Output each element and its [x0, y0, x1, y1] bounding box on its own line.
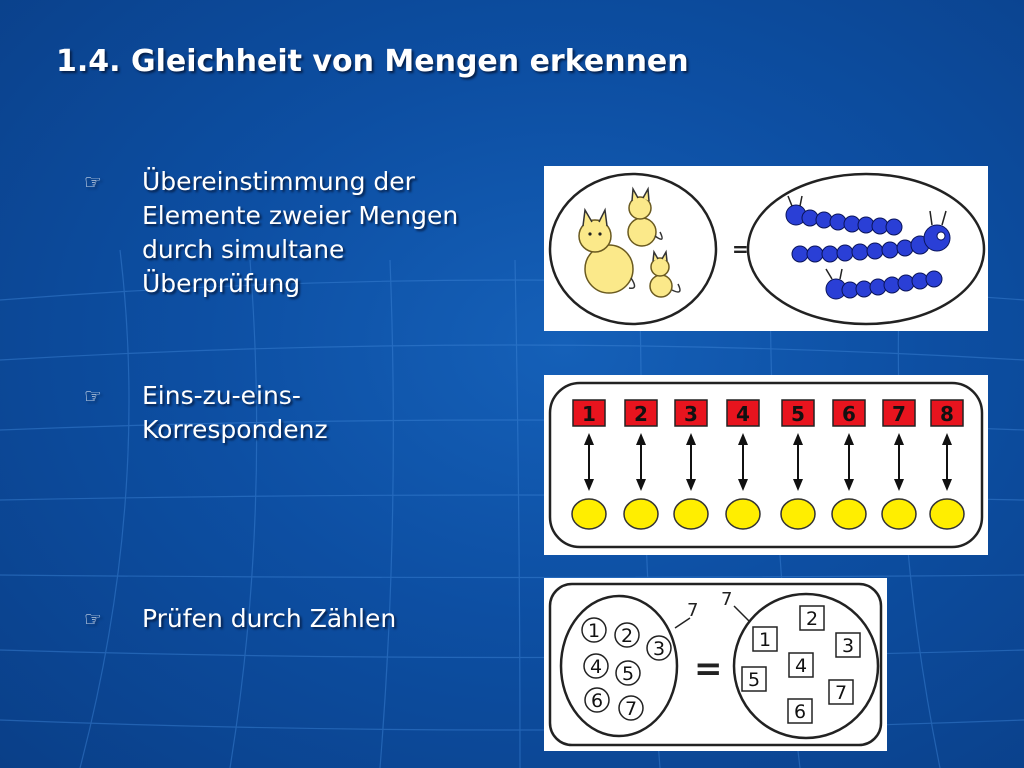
- cat-icon: [650, 252, 680, 297]
- caterpillar-icon: [826, 269, 942, 299]
- number-box-label: 7: [892, 402, 906, 426]
- double-arrow-icon: [793, 433, 803, 491]
- circled-number: [647, 636, 671, 660]
- svg-text:4: 4: [589, 656, 603, 678]
- bullet-text: Übereinstimmung der Elemente zweier Mengen durch simultane Überprüfung: [142, 167, 459, 298]
- number-box-label: 1: [582, 402, 596, 426]
- yellow-dot: [930, 499, 964, 529]
- svg-text:6: 6: [590, 690, 604, 712]
- bullet-text: Prüfen durch Zählen: [142, 604, 397, 633]
- svg-text:6: 6: [793, 701, 807, 723]
- count-label: 7: [687, 600, 699, 621]
- circled-number: [615, 623, 639, 647]
- double-arrow-icon: [584, 433, 594, 491]
- number-box-label: 8: [940, 402, 954, 426]
- svg-text:3: 3: [841, 635, 855, 657]
- svg-text:7: 7: [624, 698, 638, 720]
- svg-text:7: 7: [834, 682, 848, 704]
- yellow-dot: [674, 499, 708, 529]
- number-box: [833, 400, 865, 426]
- equal-sign: =: [694, 649, 723, 689]
- bullet-text: Eins-zu-eins- Korrespondenz: [142, 381, 328, 444]
- boxed-number: [753, 627, 777, 651]
- double-arrow-icon: [738, 433, 748, 491]
- number-box-label: 3: [684, 402, 698, 426]
- double-arrow-icon: [942, 433, 952, 491]
- boxed-number: [800, 606, 824, 630]
- double-arrow-icon: [844, 433, 854, 491]
- circled-number: [619, 696, 643, 720]
- number-box: [625, 400, 657, 426]
- yellow-dot: [781, 499, 815, 529]
- number-box: [727, 400, 759, 426]
- circled-number: [616, 661, 640, 685]
- double-arrow-icon: [894, 433, 904, 491]
- svg-text:5: 5: [621, 663, 635, 685]
- number-box: [782, 400, 814, 426]
- svg-text:2: 2: [620, 625, 634, 647]
- number-box: [883, 400, 915, 426]
- circled-number: [582, 618, 606, 642]
- counting-illustration: [544, 578, 887, 751]
- equal-sign: =: [732, 237, 749, 261]
- number-box-label: 2: [634, 402, 648, 426]
- caterpillar-icon: [786, 196, 902, 235]
- svg-text:2: 2: [805, 608, 819, 630]
- cat-icon: [628, 189, 662, 246]
- svg-text:1: 1: [758, 629, 772, 651]
- count-label: 7: [721, 589, 733, 610]
- pointing-hand-icon: ☞: [84, 384, 102, 408]
- pointing-hand-icon: ☞: [84, 607, 102, 631]
- pointing-hand-icon: ☞: [84, 170, 102, 194]
- svg-text:1: 1: [587, 620, 601, 642]
- cat-icon: [579, 210, 635, 293]
- boxed-number: [788, 699, 812, 723]
- double-arrow-icon: [686, 433, 696, 491]
- circled-number: [585, 688, 609, 712]
- yellow-dot: [624, 499, 658, 529]
- svg-text:4: 4: [794, 655, 808, 677]
- number-box: [931, 400, 963, 426]
- svg-text:5: 5: [747, 669, 761, 691]
- double-arrow-icon: [636, 433, 646, 491]
- boxed-number: [742, 667, 766, 691]
- yellow-dot: [726, 499, 760, 529]
- sets-comparison-illustration: [544, 166, 988, 331]
- svg-text:3: 3: [652, 638, 666, 660]
- number-box: [675, 400, 707, 426]
- yellow-dot: [832, 499, 866, 529]
- boxed-number: [836, 633, 860, 657]
- boxed-number: [789, 653, 813, 677]
- number-box: [573, 400, 605, 426]
- number-box-label: 6: [842, 402, 856, 426]
- boxed-number: [829, 680, 853, 704]
- circled-number: [584, 654, 608, 678]
- one-to-one-illustration: [544, 375, 988, 555]
- number-box-label: 5: [791, 402, 805, 426]
- number-box-label: 4: [736, 402, 750, 426]
- slide-title: 1.4. Gleichheit von Mengen erkennen: [56, 44, 689, 79]
- yellow-dot: [572, 499, 606, 529]
- yellow-dot: [882, 499, 916, 529]
